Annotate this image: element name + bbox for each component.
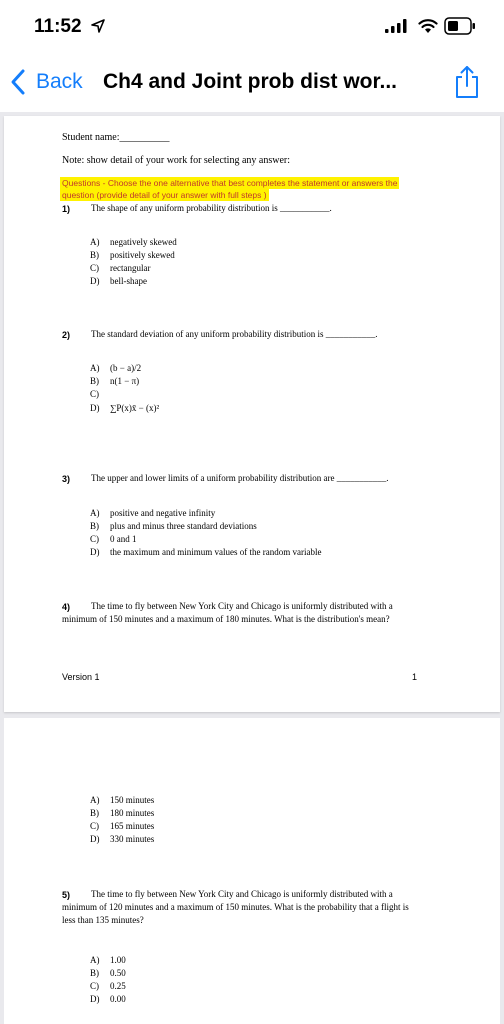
document-page-1: [4, 116, 500, 712]
question-text-line2: minimum of 120 minutes and a maximum of 150 minutes. What is the probability that a flight is: [62, 902, 409, 912]
student-name-field: Student name:__________: [62, 132, 170, 143]
answer-option: C) rectangular: [90, 263, 151, 273]
question-text-line3: less than 135 minutes?: [62, 915, 144, 925]
question-number: 2): [62, 330, 71, 340]
answer-option: A) positive and negative infinity: [90, 508, 216, 518]
document-viewer[interactable]: [0, 112, 504, 1024]
answer-option: C) 165 minutes: [90, 821, 155, 831]
answer-option: C) 0 and 1: [90, 534, 137, 544]
answer-option: D) 0.00: [90, 994, 126, 1004]
instruction-highlight-line2: question (provide detail of your answer with full steps ): [62, 190, 267, 200]
answer-option: B) positively skewed: [90, 250, 175, 260]
answer-option: D) bell-shape: [90, 276, 147, 286]
footer-version: Version 1: [62, 672, 100, 682]
answer-option: A) 1.00: [90, 955, 126, 965]
answer-option: B) 180 minutes: [90, 808, 155, 818]
question-number: 1): [62, 204, 71, 214]
question-text-line1: The time to fly between New York City and Chicago is uniformly distributed with a: [91, 601, 393, 611]
document-page-2: [4, 718, 500, 1024]
footer-page-number: 1: [412, 672, 418, 682]
wifi-icon: [418, 18, 438, 34]
instruction-highlight-line1: Questions - Choose the one alternative that best completes the statement or answers the: [62, 178, 398, 188]
answer-option: C): [90, 389, 99, 399]
question-number: 4): [62, 602, 71, 612]
note-text: Note: show detail of your work for selecting any answer:: [62, 155, 290, 166]
answer-option: A) 150 minutes: [90, 795, 155, 805]
question-text-line2: minimum of 150 minutes and a maximum of 180 minutes. What is the distribution's mean?: [62, 614, 390, 624]
location-arrow-icon: [91, 19, 105, 33]
navigation-bar: [0, 56, 504, 112]
back-label: Back: [36, 70, 83, 93]
cellular-signal-icon: [385, 19, 407, 33]
document-title: Ch4 and Joint prob dist wor...: [103, 70, 398, 93]
answer-option: B) 0.50: [90, 968, 126, 978]
question-text-line1: The time to fly between New York City and Chicago is uniformly distributed with a: [91, 889, 393, 899]
answer-option: B) n(1 − π): [90, 376, 140, 386]
question-text: The upper and lower limits of a uniform probability distribution are ___________.: [91, 473, 389, 483]
answer-option: A) (b − a)/2: [90, 363, 142, 373]
battery-icon: [444, 17, 476, 35]
answer-option: D) ∑P(x)x̄ − (x)²: [90, 403, 160, 413]
question-text: The standard deviation of any uniform probability distribution is ___________.: [91, 329, 378, 339]
answer-option: A) negatively skewed: [90, 237, 177, 247]
chevron-left-icon: [8, 68, 28, 96]
answer-option: B) plus and minus three standard deviations: [90, 521, 257, 531]
question-number: 3): [62, 474, 71, 484]
status-time: 11:52: [34, 16, 82, 37]
answer-option: C) 0.25: [90, 981, 126, 991]
question-text: The shape of any uniform probability distribution is ___________.: [91, 203, 332, 213]
back-button[interactable]: [8, 68, 83, 96]
status-bar: [0, 0, 504, 56]
question-number: 5): [62, 890, 71, 900]
share-icon[interactable]: [452, 64, 482, 100]
answer-option: D) the maximum and minimum values of the random variable: [90, 547, 322, 557]
answer-option: D) 330 minutes: [90, 834, 155, 844]
